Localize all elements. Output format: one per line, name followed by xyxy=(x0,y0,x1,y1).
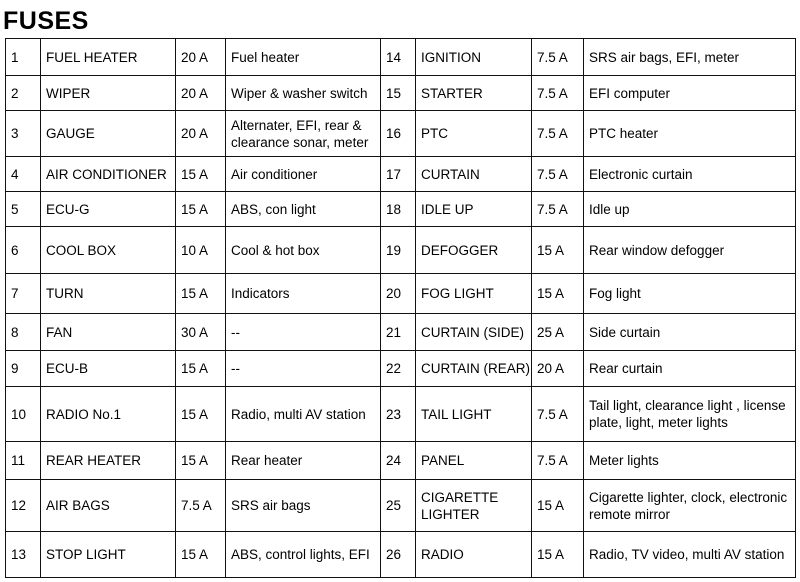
fuse-name: CIGARETTE LIGHTER xyxy=(416,480,532,532)
fuse-name: ECU-G xyxy=(41,192,176,227)
fuse-circuit: Side curtain xyxy=(584,314,796,351)
fuse-amperage: 25 A xyxy=(532,314,584,351)
fuse-number: 18 xyxy=(381,192,416,227)
fuse-number: 2 xyxy=(6,76,41,111)
fuse-number: 11 xyxy=(6,442,41,480)
fuse-name: AIR CONDITIONER xyxy=(41,157,176,192)
fuse-amperage: 10 A xyxy=(176,227,226,274)
fuse-name: PTC xyxy=(416,111,532,157)
fuse-amperage: 20 A xyxy=(176,76,226,111)
fuse-number: 24 xyxy=(381,442,416,480)
fuse-number: 7 xyxy=(6,274,41,314)
fuse-amperage: 15 A xyxy=(176,387,226,442)
fuse-amperage: 20 A xyxy=(176,111,226,157)
fuse-table-body xyxy=(6,39,796,578)
fuse-circuit: ABS, con light xyxy=(226,192,381,227)
fuse-amperage: 7.5 A xyxy=(532,76,584,111)
fuse-row xyxy=(6,274,796,314)
fuse-number: 4 xyxy=(6,157,41,192)
fuse-number: 16 xyxy=(381,111,416,157)
fuse-name: FUEL HEATER xyxy=(41,39,176,76)
fuse-name: RADIO xyxy=(416,532,532,578)
fuse-circuit: Wiper & washer switch xyxy=(226,76,381,111)
fuse-row xyxy=(6,111,796,157)
fuse-circuit: PTC heater xyxy=(584,111,796,157)
fuse-row xyxy=(6,192,796,227)
fuse-circuit: SRS air bags xyxy=(226,480,381,532)
fuse-circuit: Electronic curtain xyxy=(584,157,796,192)
fuse-circuit: Indicators xyxy=(226,274,381,314)
fuse-circuit: SRS air bags, EFI, meter xyxy=(584,39,796,76)
fuse-amperage: 20 A xyxy=(532,351,584,387)
fuse-circuit: Cool & hot box xyxy=(226,227,381,274)
fuse-name: AIR BAGS xyxy=(41,480,176,532)
fuse-amperage: 20 A xyxy=(176,39,226,76)
fuse-row xyxy=(6,39,796,76)
fuse-row xyxy=(6,314,796,351)
fuse-circuit: Rear window defogger xyxy=(584,227,796,274)
fuse-amperage: 7.5 A xyxy=(532,387,584,442)
fuse-amperage: 7.5 A xyxy=(532,192,584,227)
fuse-name: IGNITION xyxy=(416,39,532,76)
fuse-amperage: 15 A xyxy=(532,532,584,578)
fuse-name: REAR HEATER xyxy=(41,442,176,480)
fuse-name: FAN xyxy=(41,314,176,351)
fuse-number: 22 xyxy=(381,351,416,387)
fuse-row xyxy=(6,76,796,111)
fuse-number: 5 xyxy=(6,192,41,227)
fuse-row xyxy=(6,227,796,274)
fuse-number: 19 xyxy=(381,227,416,274)
fuse-row xyxy=(6,480,796,532)
fuse-name: ECU-B xyxy=(41,351,176,387)
fuse-amperage: 7.5 A xyxy=(532,39,584,76)
fuse-name: CURTAIN xyxy=(416,157,532,192)
fuse-amperage: 15 A xyxy=(176,157,226,192)
fuse-circuit: Rear heater xyxy=(226,442,381,480)
fuse-circuit: -- xyxy=(226,314,381,351)
fuse-circuit: Alternater, EFI, rear & clearance sonar, meter xyxy=(226,111,381,157)
fuse-number: 17 xyxy=(381,157,416,192)
fuse-amperage: 30 A xyxy=(176,314,226,351)
fuse-amperage: 15 A xyxy=(176,442,226,480)
fuse-circuit: Radio, TV video, multi AV station xyxy=(584,532,796,578)
fuse-number: 10 xyxy=(6,387,41,442)
fuse-circuit: Tail light, clearance light , license plate, light, meter lights xyxy=(584,387,796,442)
fuse-row xyxy=(6,157,796,192)
fuse-circuit: Radio, multi AV station xyxy=(226,387,381,442)
fuse-number: 21 xyxy=(381,314,416,351)
fuse-name: RADIO No.1 xyxy=(41,387,176,442)
fuse-number: 13 xyxy=(6,532,41,578)
fuse-circuit: Idle up xyxy=(584,192,796,227)
fuse-name: GAUGE xyxy=(41,111,176,157)
fuse-name: STOP LIGHT xyxy=(41,532,176,578)
fuse-amperage: 15 A xyxy=(176,274,226,314)
fuse-circuit: Fog light xyxy=(584,274,796,314)
fuse-amperage: 15 A xyxy=(532,274,584,314)
fuse-amperage: 15 A xyxy=(532,480,584,532)
fuse-name: IDLE UP xyxy=(416,192,532,227)
fuse-circuit: EFI computer xyxy=(584,76,796,111)
fuse-row xyxy=(6,351,796,387)
fuse-number: 8 xyxy=(6,314,41,351)
page-title: FUSES xyxy=(3,7,89,35)
fuse-amperage: 15 A xyxy=(176,351,226,387)
fuse-name: COOL BOX xyxy=(41,227,176,274)
fuse-circuit: Cigarette lighter, clock, electronic remote mirror xyxy=(584,480,796,532)
fuse-amperage: 7.5 A xyxy=(532,157,584,192)
fuse-circuit: Fuel heater xyxy=(226,39,381,76)
fuse-number: 15 xyxy=(381,76,416,111)
fuse-circuit: Rear curtain xyxy=(584,351,796,387)
fuse-number: 12 xyxy=(6,480,41,532)
fuse-number: 3 xyxy=(6,111,41,157)
fuse-name: TURN xyxy=(41,274,176,314)
fuse-row xyxy=(6,532,796,578)
fuse-circuit: -- xyxy=(226,351,381,387)
fuse-amperage: 7.5 A xyxy=(176,480,226,532)
fuse-name: CURTAIN (SIDE) xyxy=(416,314,532,351)
fuse-circuit: Air conditioner xyxy=(226,157,381,192)
fuse-name: CURTAIN (REAR) xyxy=(416,351,532,387)
fuse-number: 9 xyxy=(6,351,41,387)
fuse-name: STARTER xyxy=(416,76,532,111)
fuse-number: 20 xyxy=(381,274,416,314)
fuse-number: 23 xyxy=(381,387,416,442)
fuse-row xyxy=(6,442,796,480)
fuse-number: 6 xyxy=(6,227,41,274)
fuse-number: 25 xyxy=(381,480,416,532)
fuse-amperage: 7.5 A xyxy=(532,111,584,157)
fuse-name: PANEL xyxy=(416,442,532,480)
fuse-number: 26 xyxy=(381,532,416,578)
fuse-name: TAIL LIGHT xyxy=(416,387,532,442)
fuse-name: FOG LIGHT xyxy=(416,274,532,314)
fuse-amperage: 15 A xyxy=(532,227,584,274)
fuse-circuit: ABS, control lights, EFI xyxy=(226,532,381,578)
fuse-name: DEFOGGER xyxy=(416,227,532,274)
fuse-table xyxy=(5,38,796,578)
fuse-amperage: 15 A xyxy=(176,192,226,227)
fuse-name: WIPER xyxy=(41,76,176,111)
fuse-amperage: 15 A xyxy=(176,532,226,578)
fuse-number: 1 xyxy=(6,39,41,76)
fuse-number: 14 xyxy=(381,39,416,76)
fuse-circuit: Meter lights xyxy=(584,442,796,480)
fuse-row xyxy=(6,387,796,442)
fuse-amperage: 7.5 A xyxy=(532,442,584,480)
